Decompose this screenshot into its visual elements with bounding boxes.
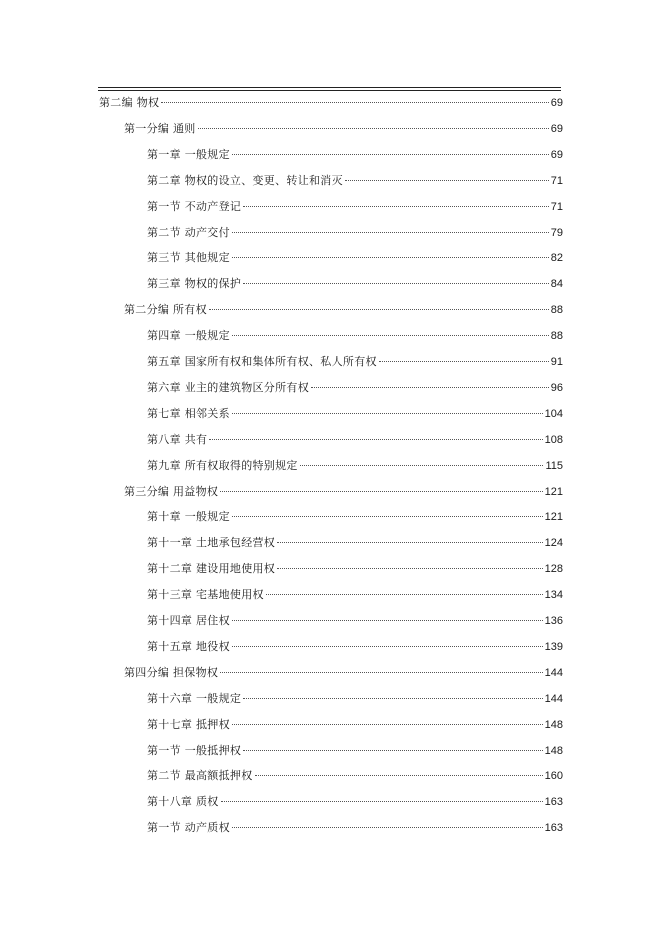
toc-entry-title: 第十一章 土地承包经营权: [147, 536, 276, 550]
dot-leader: [232, 154, 549, 155]
toc-entry[interactable]: [147, 690, 563, 708]
dot-leader: [379, 361, 549, 362]
toc-entry-title: 第一节 不动产登记: [147, 199, 242, 213]
dot-leader: [232, 620, 543, 621]
dot-leader: [232, 724, 543, 725]
toc-entry-page-number: 163: [544, 796, 563, 809]
dot-leader: [277, 568, 543, 569]
toc-entry-page-number: 88: [550, 330, 563, 343]
toc-entry-page-number: 163: [544, 822, 563, 835]
toc-entry-title: 第四章 一般规定: [147, 329, 230, 343]
toc-entry[interactable]: [147, 327, 563, 345]
toc-entry[interactable]: [147, 379, 563, 397]
toc-entry-title: 第十八章 质权: [147, 795, 219, 809]
toc-entry-page-number: 128: [544, 563, 563, 576]
toc-entry-title: 第二节 最高额抵押权: [147, 769, 253, 783]
dot-leader: [232, 257, 549, 258]
toc-entry[interactable]: [147, 508, 563, 526]
header-rule-top: [98, 87, 561, 88]
toc-entry[interactable]: [147, 534, 563, 552]
toc-entry-page-number: 115: [545, 459, 563, 472]
toc-entry-page-number: 84: [550, 278, 563, 291]
dot-leader: [300, 465, 544, 466]
dot-leader: [345, 180, 549, 181]
toc-entry-title: 第一节 动产质权: [147, 821, 230, 835]
toc-entry-title: 第十七章 抵押权: [147, 717, 230, 731]
toc-entry-title: 第八章 共有: [147, 432, 208, 446]
toc-entry-page-number: 124: [544, 537, 563, 550]
toc-entry[interactable]: [124, 120, 563, 138]
toc-entry[interactable]: [147, 405, 563, 423]
dot-leader: [209, 439, 542, 440]
toc-entry-title: 第二节 动产交付: [147, 225, 230, 239]
dot-leader: [243, 750, 542, 751]
toc-entry[interactable]: [147, 198, 563, 216]
toc-entry-page-number: 144: [544, 666, 563, 679]
toc-entry-title: 第二分编 所有权: [124, 303, 207, 317]
toc-entry-title: 第四分编 担保物权: [124, 665, 219, 679]
toc-entry[interactable]: [147, 767, 563, 785]
dot-leader: [232, 232, 549, 233]
toc-entry-page-number: 121: [544, 485, 563, 498]
dot-leader: [232, 827, 543, 828]
toc-entry-title: 第二编 物权: [99, 96, 160, 109]
toc-entry-title: 第二章 物权的设立、变更、转让和消灭: [147, 173, 343, 187]
toc-entry[interactable]: [147, 819, 563, 837]
dot-leader: [161, 102, 548, 103]
toc-entry-title: 第一节 一般抵押权: [147, 743, 242, 757]
toc-entry-page-number: 134: [544, 589, 563, 602]
toc-entry-title: 第十二章 建设用地使用权: [147, 562, 276, 576]
toc-entry[interactable]: [147, 716, 563, 734]
toc-entry[interactable]: [147, 431, 563, 449]
toc-entry-title: 第十六章 一般规定: [147, 691, 242, 705]
toc-entry-page-number: 69: [550, 148, 563, 161]
toc-entry[interactable]: [124, 301, 563, 319]
dot-leader: [266, 594, 543, 595]
toc-entry[interactable]: [147, 249, 563, 267]
toc-entry[interactable]: [147, 612, 563, 630]
toc-entry-title: 第一章 一般规定: [147, 147, 230, 161]
toc-entry[interactable]: [147, 793, 563, 811]
toc-entry[interactable]: [147, 638, 563, 656]
toc-entry-page-number: 79: [550, 226, 563, 239]
dot-leader: [232, 516, 543, 517]
toc-entry-page-number: 104: [544, 407, 563, 420]
dot-leader: [220, 672, 542, 673]
toc-entry-page-number: 148: [544, 744, 563, 757]
toc-entry-title: 第三节 其他规定: [147, 251, 230, 265]
toc-entry-title: 第十四章 居住权: [147, 614, 230, 627]
toc-entry-title: 第三章 物权的保护: [147, 277, 242, 291]
toc-entry-page-number: 139: [544, 640, 563, 653]
toc-entry-page-number: 121: [544, 511, 563, 524]
toc-entry-page-number: 96: [550, 381, 563, 394]
dot-leader: [209, 309, 549, 310]
toc-entry[interactable]: [147, 560, 563, 578]
toc-entry-title: 第九章 所有权取得的特别规定: [147, 458, 298, 472]
toc-entry-page-number: 144: [544, 692, 563, 705]
toc-entry[interactable]: [147, 586, 563, 604]
dot-leader: [255, 775, 543, 776]
dot-leader: [198, 128, 549, 129]
toc-entry[interactable]: [124, 483, 563, 501]
dot-leader: [220, 491, 542, 492]
toc-entry-title: 第一分编 通则: [124, 121, 196, 135]
toc-entry[interactable]: [147, 353, 563, 371]
toc-entry-title: 第十三章 宅基地使用权: [147, 588, 264, 602]
toc-entry-title: 第十五章 地役权: [147, 639, 230, 653]
toc-entry-page-number: 160: [544, 770, 563, 783]
toc-entry-title: 第十章 一般规定: [147, 510, 230, 524]
dot-leader: [221, 801, 543, 802]
dot-leader: [243, 206, 549, 207]
toc-entry-page-number: 108: [544, 433, 563, 446]
toc-entry-page-number: 136: [544, 615, 563, 627]
toc-entry-page-number: 88: [550, 304, 563, 317]
toc-entry[interactable]: [147, 224, 563, 242]
toc-entry[interactable]: [147, 275, 563, 293]
toc-entry-title: 第五章 国家所有权和集体所有权、私人所有权: [147, 355, 377, 368]
toc-entry-page-number: 91: [550, 356, 563, 368]
toc-entry-title: 第三分编 用益物权: [124, 484, 219, 498]
dot-leader: [232, 335, 549, 336]
toc-entry[interactable]: [124, 664, 563, 682]
toc-entry-title: 第六章 业主的建筑物区分所有权: [147, 380, 309, 394]
toc-entry[interactable]: [99, 94, 563, 112]
toc-entry-page-number: 71: [550, 200, 563, 213]
dot-leader: [277, 542, 543, 543]
toc-entry[interactable]: [147, 457, 563, 475]
toc-entry-title: 第七章 相邻关系: [147, 406, 230, 420]
toc-entry-page-number: 82: [550, 252, 563, 265]
toc-entry[interactable]: [147, 146, 563, 164]
dot-leader: [243, 698, 542, 699]
dot-leader: [232, 646, 543, 647]
toc-entry-page-number: 148: [544, 718, 563, 731]
toc-entry-page-number: 69: [550, 122, 563, 135]
toc-entry-page-number: 69: [550, 97, 563, 109]
dot-leader: [243, 283, 549, 284]
toc-entry[interactable]: [147, 172, 563, 190]
dot-leader: [232, 413, 543, 414]
toc-entry-page-number: 71: [550, 174, 563, 187]
toc-entry[interactable]: [147, 742, 563, 760]
dot-leader: [311, 387, 549, 388]
header-rule-bottom: [98, 90, 561, 91]
